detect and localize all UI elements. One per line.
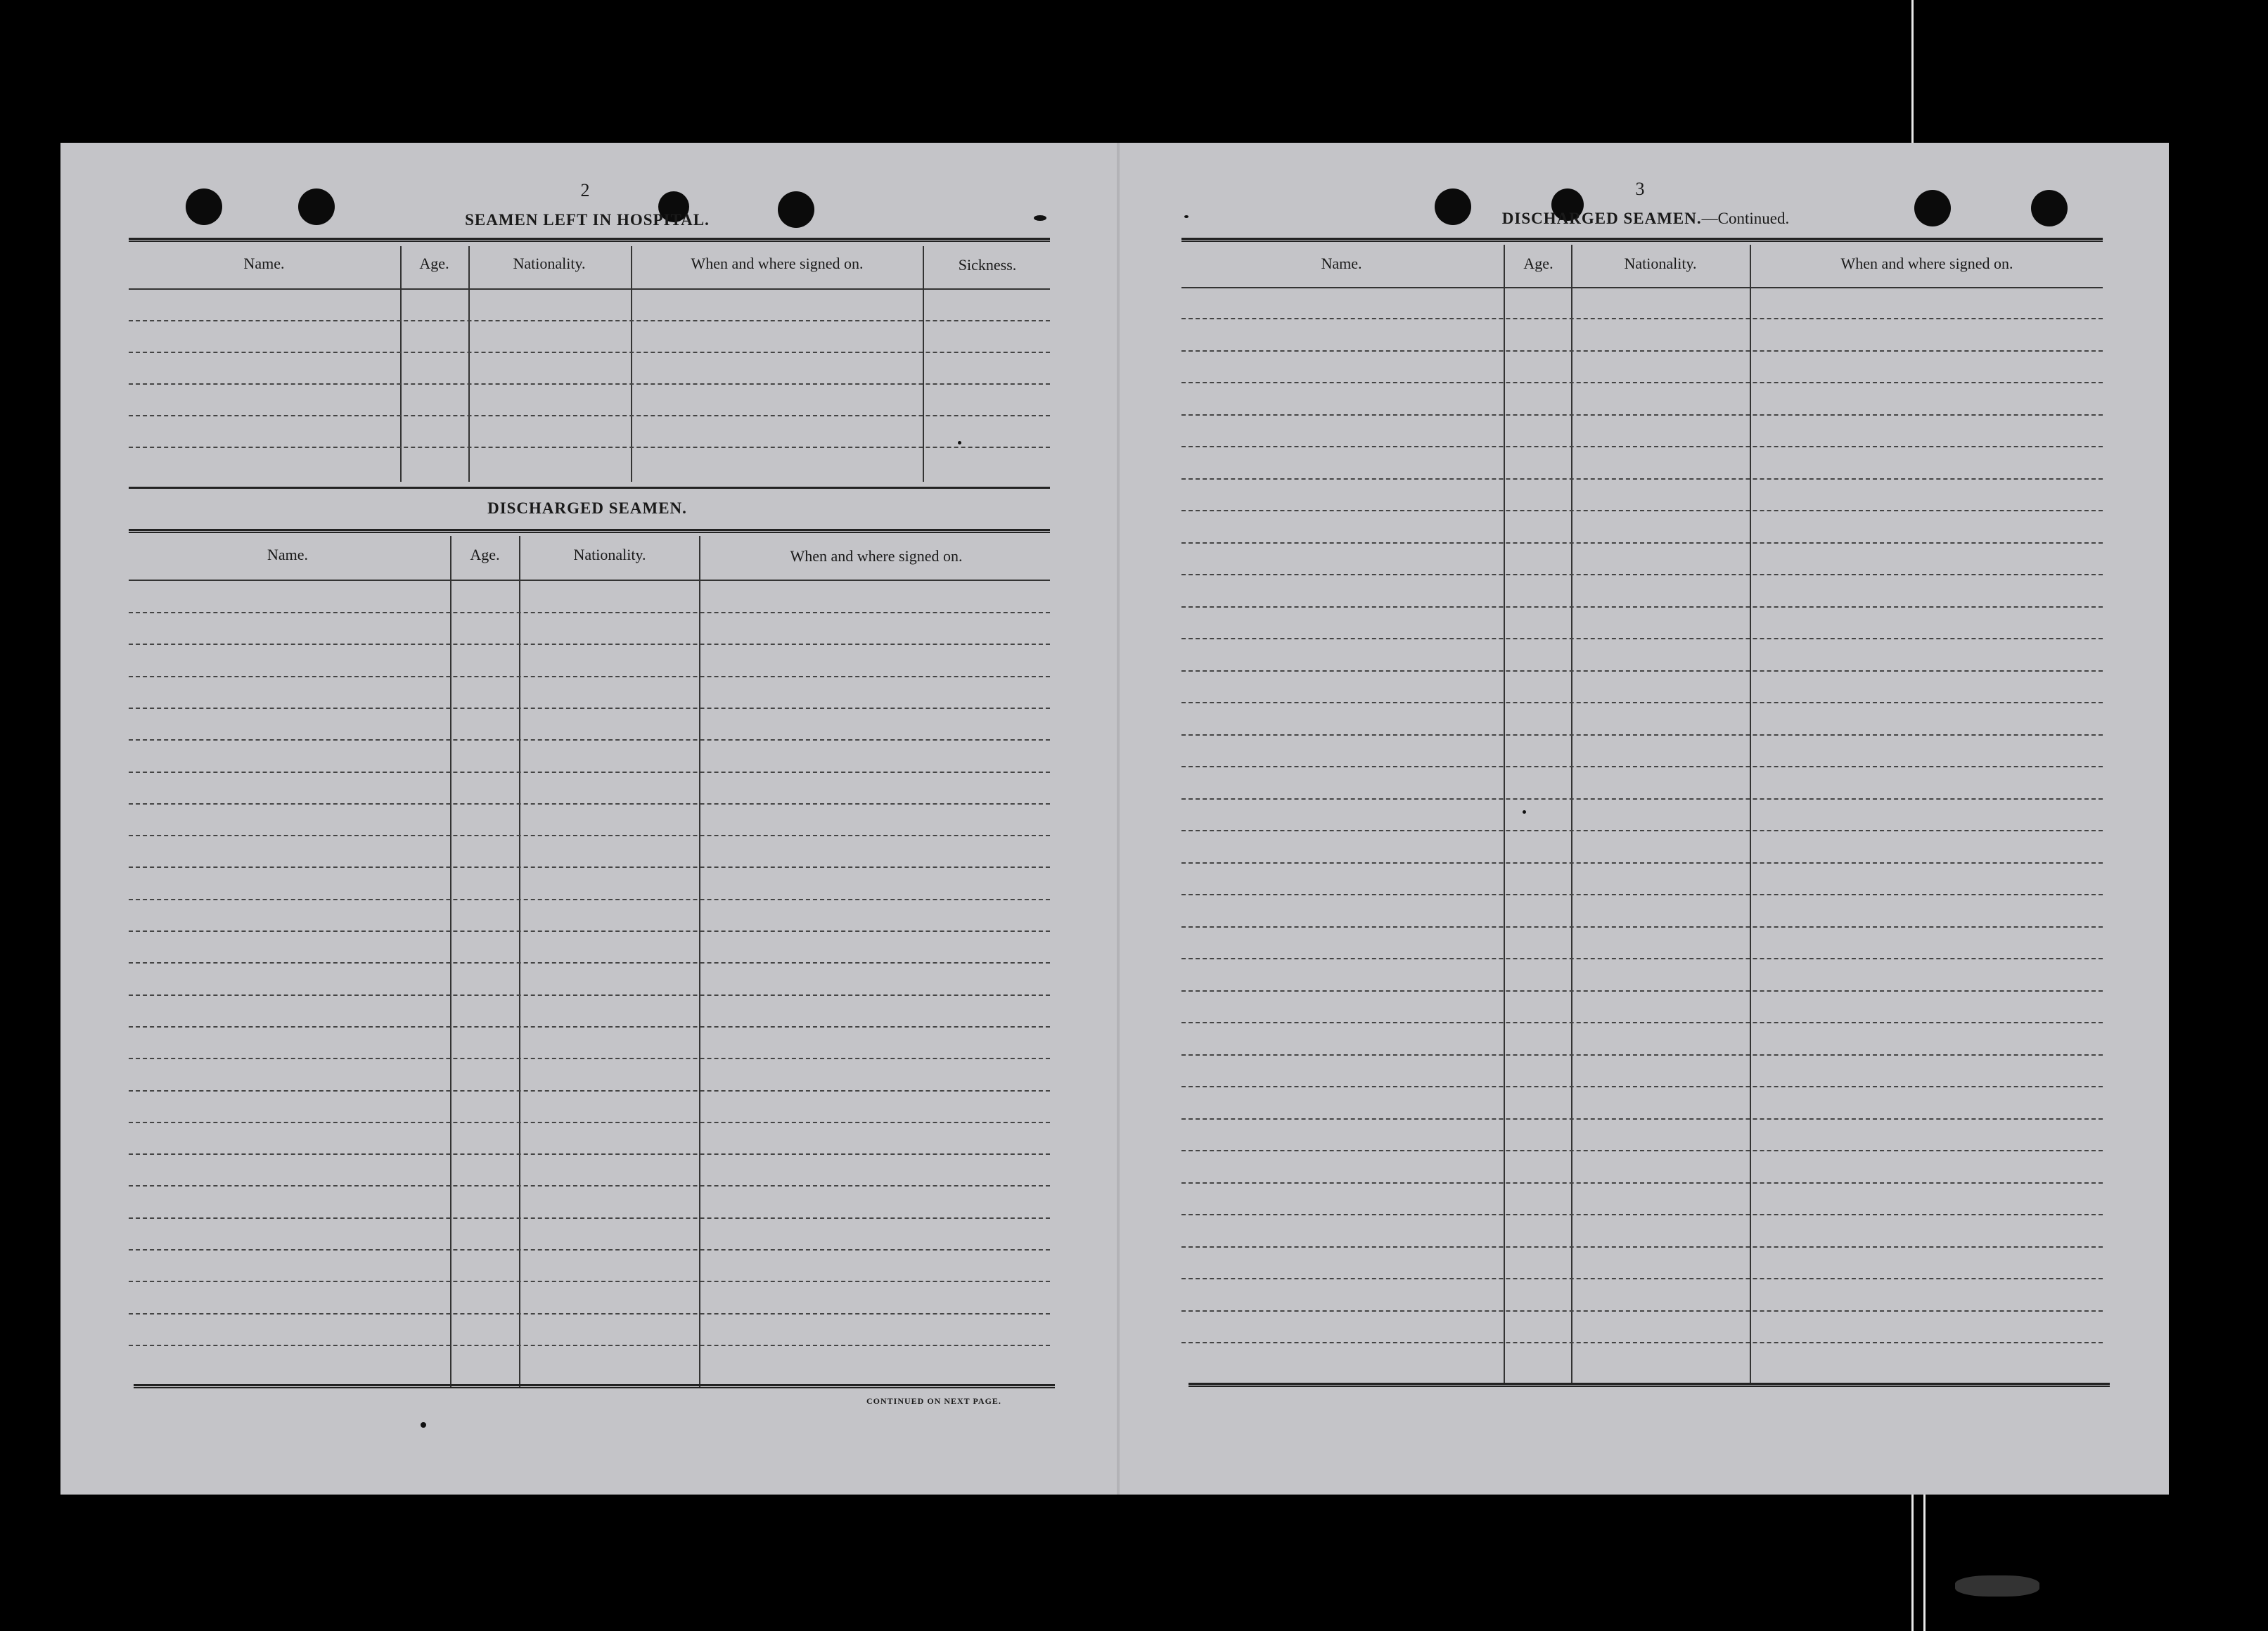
ruled-line	[1181, 542, 2103, 544]
ruled-line	[129, 772, 1050, 773]
scan-speck	[421, 1422, 426, 1428]
discharged-col-name: Name.	[267, 546, 309, 563]
discharged-bottom-rule	[134, 1384, 1055, 1388]
continued-note: CONTINUED ON NEXT PAGE.	[866, 1396, 1001, 1406]
ruled-line	[129, 1185, 1050, 1187]
scan-speck	[1523, 810, 1526, 814]
hospital-header-underline	[129, 288, 1050, 290]
ruled-line	[1181, 574, 2103, 575]
right-col-divider	[1571, 245, 1572, 1384]
ruled-line	[129, 1090, 1050, 1092]
ruled-line	[129, 835, 1050, 836]
ruled-line	[1181, 1214, 2103, 1215]
ruled-line	[1181, 606, 2103, 608]
ruled-line	[129, 1122, 1050, 1123]
right-header-underline	[1181, 287, 2103, 288]
ruled-line	[129, 930, 1050, 932]
ruled-line	[129, 447, 1050, 448]
hospital-col-nationality: Nationality.	[513, 255, 586, 272]
ruled-line	[1181, 702, 2103, 703]
ruled-line	[1181, 1054, 2103, 1056]
discharged-col-divider	[519, 536, 520, 1387]
ruled-line	[1181, 798, 2103, 800]
scan-speck	[1184, 215, 1189, 218]
discharged-section-title: DISCHARGED SEAMEN.	[487, 499, 687, 517]
ruled-line	[1181, 350, 2103, 352]
punch-hole	[1435, 188, 1471, 225]
scan-speck	[1034, 215, 1046, 221]
ruled-line	[1181, 414, 2103, 416]
right-bottom-rule	[1189, 1383, 2110, 1387]
ruled-line	[1181, 318, 2103, 319]
punch-hole	[778, 191, 814, 228]
punch-hole	[1914, 190, 1951, 226]
ruled-line	[129, 866, 1050, 868]
ruled-line	[129, 1217, 1050, 1219]
ruled-line	[1181, 990, 2103, 992]
ruled-line	[129, 383, 1050, 385]
ruled-line	[1181, 1278, 2103, 1279]
right-section-title	[1477, 210, 1814, 228]
discharged-top-rule	[129, 529, 1050, 533]
ruled-line	[129, 899, 1050, 900]
right-title-suffix: —Continued.	[1701, 210, 1790, 227]
ruled-line	[129, 1153, 1050, 1155]
hospital-top-rule	[129, 238, 1050, 242]
ruled-line	[129, 676, 1050, 677]
right-title-main: DISCHARGED SEAMEN.	[1501, 210, 1702, 227]
ruled-line	[1181, 1086, 2103, 1087]
ruled-line	[129, 708, 1050, 709]
ruled-line	[129, 612, 1050, 613]
ruled-line	[129, 1026, 1050, 1028]
discharged-col-nationality: Nationality.	[573, 546, 646, 563]
ruled-line	[129, 644, 1050, 645]
ruled-line	[129, 1313, 1050, 1315]
right-top-rule	[1181, 238, 2103, 242]
right-col-nationality: Nationality.	[1624, 255, 1697, 272]
page-number-left: 2	[580, 180, 590, 200]
ruled-line	[1181, 638, 2103, 639]
ruled-line	[129, 320, 1050, 321]
ruled-line	[1181, 382, 2103, 383]
ruled-line	[129, 803, 1050, 805]
hospital-col-signed-on: When and where signed on.	[691, 255, 864, 272]
ruled-line	[129, 415, 1050, 416]
punch-hole	[2031, 190, 2068, 226]
ruled-line	[129, 962, 1050, 964]
discharged-col-divider	[450, 536, 451, 1387]
hospital-col-age: Age.	[419, 255, 449, 272]
ruled-line	[1181, 734, 2103, 736]
ruled-line	[1181, 446, 2103, 447]
ruled-line	[1181, 670, 2103, 672]
ruled-line	[129, 994, 1050, 996]
scan-speck	[958, 441, 961, 444]
ruled-line	[1181, 1150, 2103, 1151]
ruled-line	[1181, 1246, 2103, 1248]
ruled-line	[1181, 766, 2103, 767]
ruled-line	[129, 739, 1050, 741]
discharged-col-divider	[699, 536, 700, 1387]
right-col-divider	[1750, 245, 1751, 1384]
ruled-line	[129, 1281, 1050, 1282]
ruled-line	[1181, 1310, 2103, 1312]
discharged-col-age: Age.	[470, 546, 500, 563]
right-col-signed-on: When and where signed on.	[1840, 255, 2013, 272]
ledger-sheet	[60, 143, 2169, 1495]
ruled-line	[1181, 1182, 2103, 1184]
discharged-col-signed-on: When and where signed on.	[790, 547, 963, 565]
ruled-line	[1181, 894, 2103, 895]
hospital-col-sickness: Sickness.	[958, 256, 1017, 274]
ruled-line	[129, 1249, 1050, 1251]
ruled-line	[1181, 926, 2103, 928]
scan-speck	[1955, 1575, 2039, 1597]
ruled-line	[1181, 862, 2103, 864]
ruled-line	[1181, 1118, 2103, 1120]
ruled-line	[129, 1345, 1050, 1346]
ruled-line	[1181, 958, 2103, 959]
discharged-header-underline	[129, 580, 1050, 581]
punch-hole	[186, 188, 222, 225]
ruled-line	[1181, 478, 2103, 480]
hospital-col-name: Name.	[243, 255, 285, 272]
ruled-line	[129, 352, 1050, 353]
ruled-line	[129, 1058, 1050, 1059]
page-number-right: 3	[1635, 179, 1645, 199]
page-fold	[1117, 143, 1120, 1495]
ruled-line	[1181, 510, 2103, 511]
hospital-section-title: SEAMEN LEFT IN HOSPITAL.	[465, 211, 710, 229]
ruled-line	[1181, 830, 2103, 831]
ruled-line	[1181, 1342, 2103, 1343]
right-col-divider	[1504, 245, 1505, 1384]
right-col-name: Name.	[1321, 255, 1362, 272]
ruled-line	[1181, 1022, 2103, 1023]
punch-hole	[298, 188, 335, 225]
right-col-age: Age.	[1523, 255, 1553, 272]
hospital-bottom-rule	[129, 487, 1050, 489]
